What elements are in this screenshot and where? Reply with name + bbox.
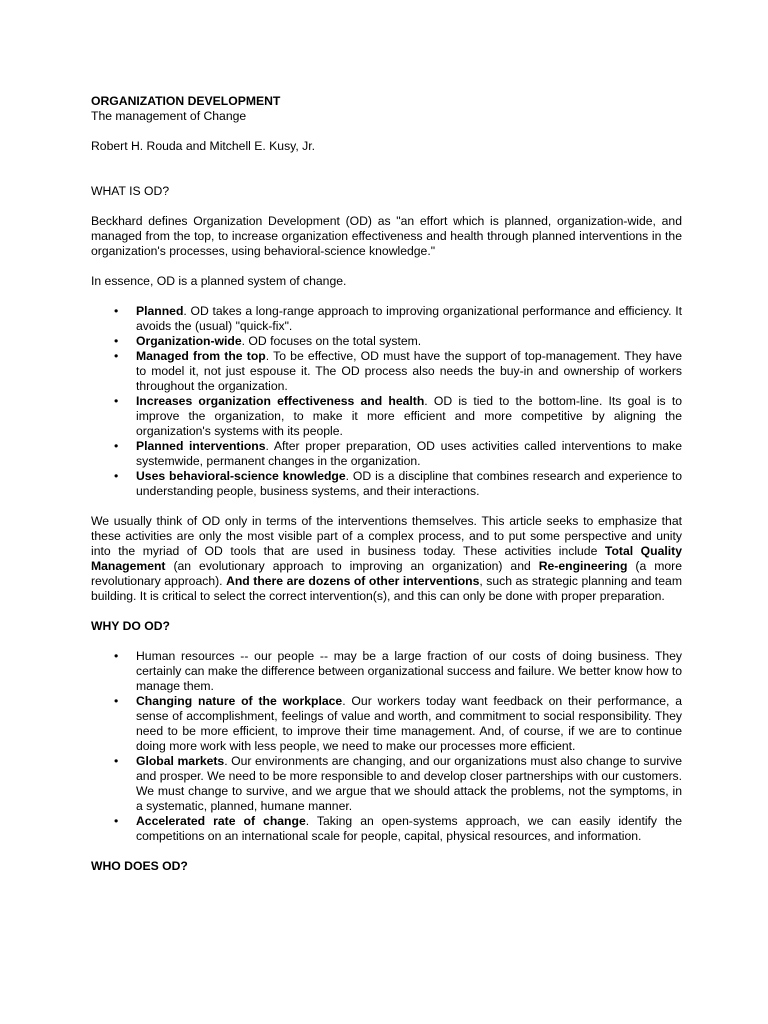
bold-term-tqm: Total Quality Management — [91, 544, 682, 573]
bold-term-other-interventions: And there are dozens of other interventions — [226, 574, 480, 588]
what-list-item — [91, 394, 682, 439]
bullet-icon: • — [114, 394, 119, 408]
what-list-item — [91, 304, 682, 334]
bullet-term: Changing nature of the workplace — [136, 694, 343, 708]
bullet-icon: • — [114, 694, 119, 708]
what-list-item — [91, 469, 682, 499]
bullet-text: . Our environments are changing, and our organizations must also change to survive and prosper. We need to be more responsible to and develop closer partnerships with our customers. We must change to survive, and we argue that we should attack the problems, not the symptoms, in a systematic, planned, humane manner. — [136, 754, 682, 813]
why-list-item — [91, 694, 682, 754]
why-list-item — [91, 814, 682, 844]
bullet-text: . OD is a discipline that combines research and experience to understanding people, business systems, and their interactions. — [136, 469, 682, 498]
section-heading-why: WHY DO OD? — [91, 619, 170, 633]
why-list-item — [91, 754, 682, 814]
what-list-item — [91, 349, 682, 394]
why-bullet-list — [91, 649, 682, 844]
what-list-item — [91, 334, 682, 349]
bullet-term: Accelerated rate of change — [136, 814, 306, 828]
bullet-icon: • — [114, 304, 119, 318]
bullet-text: . OD takes a long-range approach to improving organizational performance and efficiency. It avoids the (usual) "quick-fix". — [136, 304, 682, 333]
bullet-term: Planned interventions — [136, 439, 266, 453]
bullet-icon: • — [114, 649, 119, 663]
bullet-term: Uses behavioral-science knowledge — [136, 469, 346, 483]
bullet-icon: • — [114, 754, 119, 768]
bullet-icon: • — [114, 439, 119, 453]
document-title: ORGANIZATION DEVELOPMENT — [91, 94, 281, 108]
bullet-text: . After proper preparation, OD uses activities called interventions to make systemwide, permanent changes in the organization. — [136, 439, 682, 468]
bullet-term: Planned — [136, 304, 184, 318]
document-authors: Robert H. Rouda and Mitchell E. Kusy, Jr. — [91, 139, 315, 153]
section-heading-who: WHO DOES OD? — [91, 859, 188, 873]
bullet-text: . OD focuses on the total system. — [241, 334, 422, 348]
bullet-icon: • — [114, 814, 119, 828]
bullet-icon: • — [114, 349, 119, 363]
text-run: (an evolutionary approach to improving an organization) and — [165, 559, 539, 573]
section-heading-what: WHAT IS OD? — [91, 184, 170, 198]
bullet-term: Global markets — [136, 754, 225, 768]
bold-term-reengineering: Re-engineering — [538, 559, 628, 573]
bullet-term: Increases organization effectiveness and health — [136, 394, 425, 408]
bullet-icon: • — [114, 334, 119, 348]
bullet-icon: • — [114, 469, 119, 483]
paragraph-definition: Beckhard defines Organization Development (OD) as "an effort which is planned, organization-wide, and managed from the top, to increase organization effectiveness and health through planned interventions in the organization's processes, using behavioral-science knowledge." — [91, 214, 682, 258]
bullet-text: . Taking an open-systems approach, we can easily identify the competitions on an international scale for people, capital, physical resources, and information. — [136, 814, 682, 843]
bullet-text: . To be effective, OD must have the support of top-management. They have to model it, not just espouse it. The OD process also needs the buy-in and ownership of workers throughout the organization. — [136, 349, 682, 393]
paragraph-essence: In essence, OD is a planned system of change. — [91, 274, 347, 288]
bullet-term: Organization-wide — [136, 334, 242, 348]
bullet-text: . Our workers today want feedback on their performance, a sense of accomplishment, feelings of value and worth, and commitment to social responsibility. They need to be more efficient, to improve their time management. And, of course, if we are to continue doing more work with less people, we need to make our processes more efficient. — [136, 694, 683, 753]
bullet-term: Managed from the top — [136, 349, 266, 363]
paragraph-interventions — [91, 514, 682, 604]
bullet-text: . OD is tied to the bottom-line. Its goal is to improve the organization, to make it more efficient and more competitive by aligning the organization's systems with its people. — [136, 394, 682, 438]
bullet-text: Human resources -- our people -- may be a large fraction of our costs of doing business. They certainly can make the difference between organizational success and failure. We better know how to manage them. — [136, 649, 682, 693]
document-subtitle: The management of Change — [91, 109, 247, 123]
what-list-item — [91, 439, 682, 469]
text-run: , such as strategic planning and team building. It is critical to select the correct intervention(s), and this can only be done with proper preparation. — [91, 574, 682, 603]
text-run: (a more revolutionary approach). — [91, 559, 682, 588]
what-bullet-list — [91, 304, 682, 499]
text-run: We usually think of OD only in terms of the interventions themselves. This article seeks to emphasize that these activities are only the most visible part of a complex process, and to put some perspective and unity into the myriad of OD tools that are used in business today. These activities include — [91, 514, 682, 558]
why-list-item — [91, 649, 682, 694]
